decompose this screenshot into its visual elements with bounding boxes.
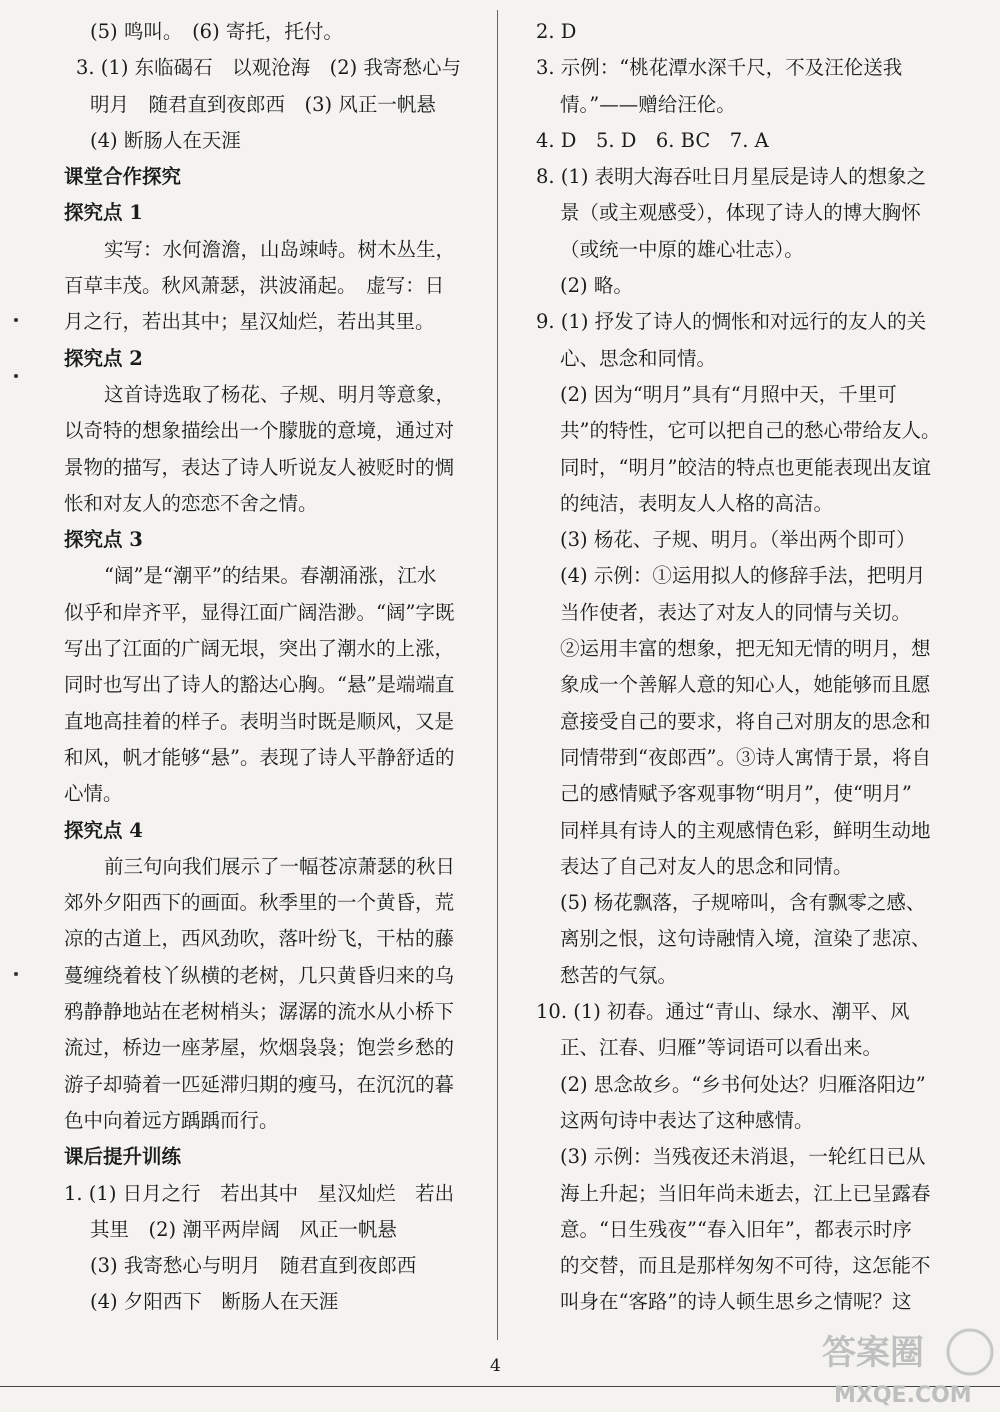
section-heading: 探究点 1 <box>64 201 143 225</box>
watermark-site: MXQE.COM <box>834 1383 972 1408</box>
text-line: “阔”是“潮平”的结果。春潮涌涨，江水 <box>104 564 437 588</box>
text-line: 景（或主观感受），体现了诗人的博大胸怀 <box>560 201 921 225</box>
text-line: 9. (1) 抒发了诗人的惆怅和对远行的友人的关 <box>536 310 927 334</box>
text-line: (5) 鸣叫。 (6) 寄托，托付。 <box>90 20 343 43</box>
text-line: 写出了江面的广阔无垠，突出了潮水的上涨， <box>64 637 455 661</box>
text-line: 直地高挂着的样子。表明当时既是顺风，又是 <box>64 709 455 733</box>
text-line: (4) 断肠人在天涯 <box>90 128 241 152</box>
text-line: 心情。 <box>64 782 123 806</box>
text-line: 意接受自己的要求，将自己对朋友的思念和 <box>560 709 931 733</box>
watermark-logo <box>820 1318 998 1408</box>
text-line: 流过，桥边一座茅屋，炊烟袅袅；饱尝乡愁的 <box>64 1036 455 1060</box>
text-line: 共”的特性，它可以把自己的愁心带给友人。 <box>560 419 941 443</box>
section-heading: 探究点 3 <box>64 528 143 552</box>
watermark-title: 答案圈 <box>822 1333 924 1373</box>
text-line: 叫身在“客路”的诗人顿生思乡之情呢？这 <box>560 1290 912 1314</box>
text-line: 正、江春、归雁”等词语可以看出来。 <box>560 1036 882 1060</box>
text-line: 同时也写出了诗人的豁达心胸。“悬”是端端直 <box>64 673 455 697</box>
text-line: (4) 夕阳西下 断肠人在天涯 <box>90 1290 339 1314</box>
text-line: 景物的描写，表达了诗人听说友人被贬时的惆 <box>64 455 455 479</box>
text-line: 愁苦的气氛。 <box>560 963 678 987</box>
scan-mark <box>14 972 18 976</box>
text-line: 其里 (2) 潮平两岸阔 风正一帆悬 <box>90 1217 397 1241</box>
text-line: 这两句诗中表达了这种感情。 <box>560 1108 814 1132</box>
text-line: 表达了自己对友人的思念和同情。 <box>560 854 853 878</box>
text-line: (4) 示例：①运用拟人的修辞手法，把明月 <box>560 564 926 588</box>
text-line: (3) 我寄愁心与明月 随君直到夜郎西 <box>90 1254 417 1278</box>
text-line: 1. (1) 日月之行 若出其中 星汉灿烂 若出 <box>64 1181 455 1205</box>
text-line: 意。“日生残夜”“春入旧年”，都表示时序 <box>560 1217 912 1241</box>
text-line: 游子却骑着一匹延滞归期的瘦马，在沉沉的暮 <box>64 1072 455 1096</box>
text-line: （或统一中原的雄心壮志）。 <box>560 237 804 261</box>
text-line: 和风，帆才能够“悬”。表现了诗人平静舒适的 <box>64 745 455 769</box>
section-heading: 课后提升训练 <box>64 1145 182 1169</box>
text-line: 前三句向我们展示了一幅苍凉萧瑟的秋日 <box>104 854 456 878</box>
section-heading: 探究点 4 <box>64 818 143 842</box>
text-line: 凉的古道上，西风劲吹，落叶纷飞，干枯的藤 <box>64 927 455 951</box>
text-line: 实写：水何澹澹，山岛竦峙。树木丛生， <box>104 237 456 261</box>
section-heading: 课堂合作探究 <box>64 165 182 189</box>
text-line: 郊外夕阳西下的画面。秋季里的一个黄昏，荒 <box>64 891 455 915</box>
text-line: (2) 思念故乡。“乡书何处达？归雁洛阳边” <box>560 1072 926 1096</box>
column-divider <box>497 10 498 1340</box>
text-line: 鸦静静地站在老树梢头；潺潺的流水从小桥下 <box>64 1000 455 1024</box>
text-line: 的纯洁，表明友人人格的高洁。 <box>560 491 834 515</box>
text-line: 怅和对友人的恋恋不舍之情。 <box>64 491 318 515</box>
text-line: 当作使者，表达了对友人的同情与关切。 <box>560 600 912 624</box>
text-line: 己的感情赋予客观事物“明月”，使“明月” <box>560 782 912 806</box>
text-line: (3) 杨花、子规、明月。（举出两个即可） <box>560 528 916 552</box>
text-line: 的交替，而且是那样匆匆不可待，这怎能不 <box>560 1254 931 1278</box>
text-line: 3. (1) 东临碣石 以观沧海 (2) 我寄愁心与 <box>76 56 461 80</box>
text-line: (2) 略。 <box>560 274 633 298</box>
text-line: 同情带到“夜郎西”。③诗人寓情于景，将自 <box>560 745 931 769</box>
section-heading: 探究点 2 <box>64 346 143 370</box>
left-column <box>64 14 464 1321</box>
text-line: 色中向着远方踽踽而行。 <box>64 1108 279 1132</box>
text-line: (2) 因为“明月”具有“月照中天，千里可 <box>560 382 897 406</box>
text-line: 月之行，若出其中；星汉灿烂，若出其里。 <box>64 310 435 334</box>
text-line: 心、思念和同情。 <box>560 346 717 370</box>
text-line: 海上升起；当旧年尚未逝去，江上已呈露春 <box>560 1181 931 1205</box>
scan-mark <box>14 318 18 322</box>
scan-mark <box>14 374 18 378</box>
text-line: 明月 随君直到夜郎西 (3) 风正一帆悬 <box>90 92 436 116</box>
text-line: ②运用丰富的想象，把无知无情的明月，想 <box>560 637 931 661</box>
text-line: 象成一个善解人意的知心人，她能够而且愿 <box>560 673 931 697</box>
text-line: 以奇特的想象描绘出一个朦胧的意境，通过对 <box>64 419 455 443</box>
text-line: 这首诗选取了杨花、子规、明月等意象， <box>104 382 456 406</box>
text-line: 同样具有诗人的主观感情色彩，鲜明生动地 <box>560 818 931 842</box>
text-line: 同时，“明月”皎洁的特点也更能表现出友谊 <box>560 455 931 479</box>
right-column <box>536 14 941 1321</box>
page-number: 4 <box>490 1356 501 1376</box>
text-line: 情。”——赠给汪伦。 <box>560 92 736 116</box>
text-line: 3. 示例：“桃花潭水深千尺，不及汪伦送我 <box>536 56 903 80</box>
text-line: 2. D <box>536 20 577 43</box>
text-line: 离别之恨，这句诗融情入境，渲染了悲凉、 <box>560 927 931 951</box>
text-line: (3) 示例：当残夜还未消退，一轮红日已从 <box>560 1145 926 1169</box>
text-line: 10. (1) 初春。通过“青山、绿水、潮平、风 <box>536 1000 910 1024</box>
text-line: 似乎和岸齐平，显得江面广阔浩渺。“阔”字既 <box>64 600 455 624</box>
text-line: 4. D 5. D 6. BC 7. A <box>536 128 769 152</box>
watermark-circle-icon <box>948 1330 992 1374</box>
text-line: 蔓缠绕着枝丫纵横的老树，几只黄昏归来的乌 <box>64 963 455 987</box>
text-line: (5) 杨花飘落，子规啼叫，含有飘零之感、 <box>560 891 926 915</box>
text-line: 百草丰茂。秋风萧瑟，洪波涌起。 虚写：日 <box>64 274 445 298</box>
text-line: 8. (1) 表明大海吞吐日月星辰是诗人的想象之 <box>536 165 927 189</box>
